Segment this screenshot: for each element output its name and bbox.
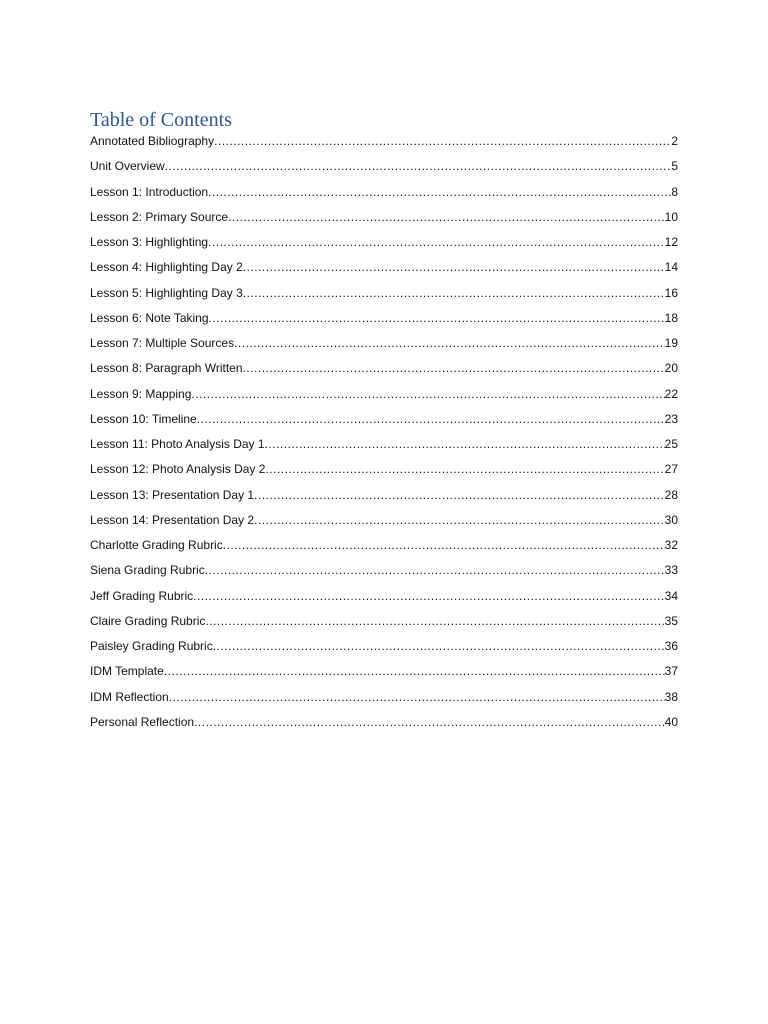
toc-entry[interactable] (90, 639, 678, 664)
toc-entry-page-number: 35 (664, 613, 678, 628)
toc-dot-leader (254, 513, 665, 527)
toc-entry[interactable] (90, 185, 678, 210)
toc-entry-page-number: 33 (664, 563, 678, 578)
toc-dot-leader (234, 336, 665, 350)
toc-entry-label: Unit Overview (90, 159, 165, 174)
toc-entry[interactable] (90, 690, 678, 715)
toc-entry[interactable] (90, 462, 678, 487)
toc-dot-leader (209, 311, 665, 325)
toc-entry-page-number: 18 (664, 310, 678, 325)
toc-entry-page-number: 27 (664, 462, 678, 477)
toc-dot-leader (214, 134, 671, 148)
toc-entry-page-number: 12 (664, 235, 678, 249)
toc-entry-label: Jeff Grading Rubric (90, 588, 194, 603)
toc-entry[interactable] (90, 311, 678, 336)
toc-entry-page-number: 25 (664, 437, 678, 451)
toc-entry-label: Charlotte Grading Rubric (90, 538, 223, 552)
toc-dot-leader (169, 690, 665, 704)
toc-entry[interactable] (90, 563, 678, 588)
toc-entry-page-number: 19 (664, 336, 678, 350)
toc-entry-page-number: 34 (664, 588, 678, 603)
toc-entry-label: Paisley Grading Rubric (90, 639, 213, 653)
toc-entry[interactable] (90, 336, 678, 361)
toc-entry-page-number: 20 (664, 361, 678, 376)
toc-title: Table of Contents (90, 109, 232, 131)
toc-entry-label: Lesson 6: Note Taking (90, 310, 209, 325)
toc-entry[interactable] (90, 589, 678, 614)
toc-dot-leader (165, 159, 672, 173)
toc-entry-label: Lesson 12: Photo Analysis Day 2 (90, 462, 266, 477)
toc-entry-label: Claire Grading Rubric (90, 613, 206, 628)
toc-entry-label: Lesson 2: Primary Source (90, 209, 229, 224)
toc-entry-label: Lesson 8: Paragraph Written (90, 361, 243, 376)
toc-entry[interactable] (90, 235, 678, 260)
toc-dot-leader (265, 462, 664, 476)
toc-entry[interactable] (90, 437, 678, 462)
toc-entry-label: Lesson 14: Presentation Day 2 (90, 512, 255, 527)
toc-entry-label: Annotated Bibliography (90, 134, 215, 148)
toc-dot-leader (205, 563, 665, 577)
toc-entry-label: Lesson 3: Highlighting (90, 235, 209, 249)
toc-entry-label: Lesson 7: Multiple Sources (90, 336, 235, 350)
toc-entry[interactable] (90, 538, 678, 563)
toc-entry-page-number: 36 (664, 639, 678, 653)
toc-entry-label: Personal Reflection (90, 714, 195, 729)
toc-dot-leader (243, 286, 665, 300)
toc-entry-page-number: 16 (664, 285, 678, 300)
toc-dot-leader (228, 210, 665, 224)
toc-entry-label: IDM Template (90, 664, 164, 679)
toc-entry[interactable] (90, 488, 678, 513)
toc-dot-leader (243, 260, 665, 274)
toc-dot-leader (243, 361, 665, 375)
toc-entry-page-number: 10 (664, 209, 678, 224)
toc-entry[interactable] (90, 134, 678, 159)
toc-entry[interactable] (90, 286, 678, 311)
toc-dot-leader (164, 664, 665, 678)
toc-entry[interactable] (90, 260, 678, 285)
toc-entry-page-number: 23 (664, 411, 678, 426)
toc-entry-page-number: 8 (671, 184, 678, 199)
toc-entry-page-number: 2 (671, 134, 678, 148)
toc-entry-page-number: 22 (664, 386, 678, 401)
toc-entry-page-number: 28 (664, 487, 678, 502)
toc-entry[interactable] (90, 361, 678, 386)
toc-entry-label: Lesson 4: Highlighting Day 2 (90, 260, 243, 275)
toc-entry-label: Lesson 1: Introduction (90, 184, 209, 199)
toc-entry-page-number: 32 (664, 538, 678, 552)
toc-dot-leader (191, 387, 664, 401)
toc-entry[interactable] (90, 513, 678, 538)
toc-entry[interactable] (90, 614, 678, 639)
toc-entry[interactable] (90, 664, 678, 689)
toc-entry-label: Lesson 5: Highlighting Day 3 (90, 285, 243, 300)
toc-entry[interactable] (90, 412, 678, 437)
toc-dot-leader (223, 538, 665, 552)
toc-dot-leader (254, 488, 665, 502)
toc-dot-leader (205, 614, 664, 628)
toc-dot-leader (208, 235, 665, 249)
toc-entry-page-number: 5 (671, 159, 678, 174)
toc-entry[interactable] (90, 210, 678, 235)
toc-entry-label: Lesson 9: Mapping (90, 386, 192, 401)
toc-entry-label: Lesson 11: Photo Analysis Day 1 (90, 437, 265, 451)
toc-entry-label: Lesson 13: Presentation Day 1 (90, 487, 255, 502)
toc-entry-page-number: 38 (664, 689, 678, 704)
toc-entry-page-number: 14 (664, 260, 678, 275)
toc-entry[interactable] (90, 387, 678, 412)
toc-entry-page-number: 37 (664, 664, 678, 679)
toc-entry[interactable] (90, 159, 678, 184)
toc-list (90, 134, 678, 740)
toc-entry[interactable] (90, 715, 678, 740)
toc-entry-label: Siena Grading Rubric (90, 563, 205, 578)
toc-dot-leader (213, 639, 665, 653)
toc-dot-leader (194, 715, 665, 729)
toc-dot-leader (197, 412, 665, 426)
toc-entry-page-number: 40 (664, 714, 678, 729)
toc-entry-page-number: 30 (664, 512, 678, 527)
toc-dot-leader (208, 185, 671, 199)
toc-entry-label: IDM Reflection (90, 689, 169, 704)
toc-dot-leader (193, 589, 664, 603)
toc-dot-leader (265, 437, 665, 451)
table-of-contents (90, 106, 678, 740)
toc-entry-label: Lesson 10: Timeline (90, 411, 197, 426)
